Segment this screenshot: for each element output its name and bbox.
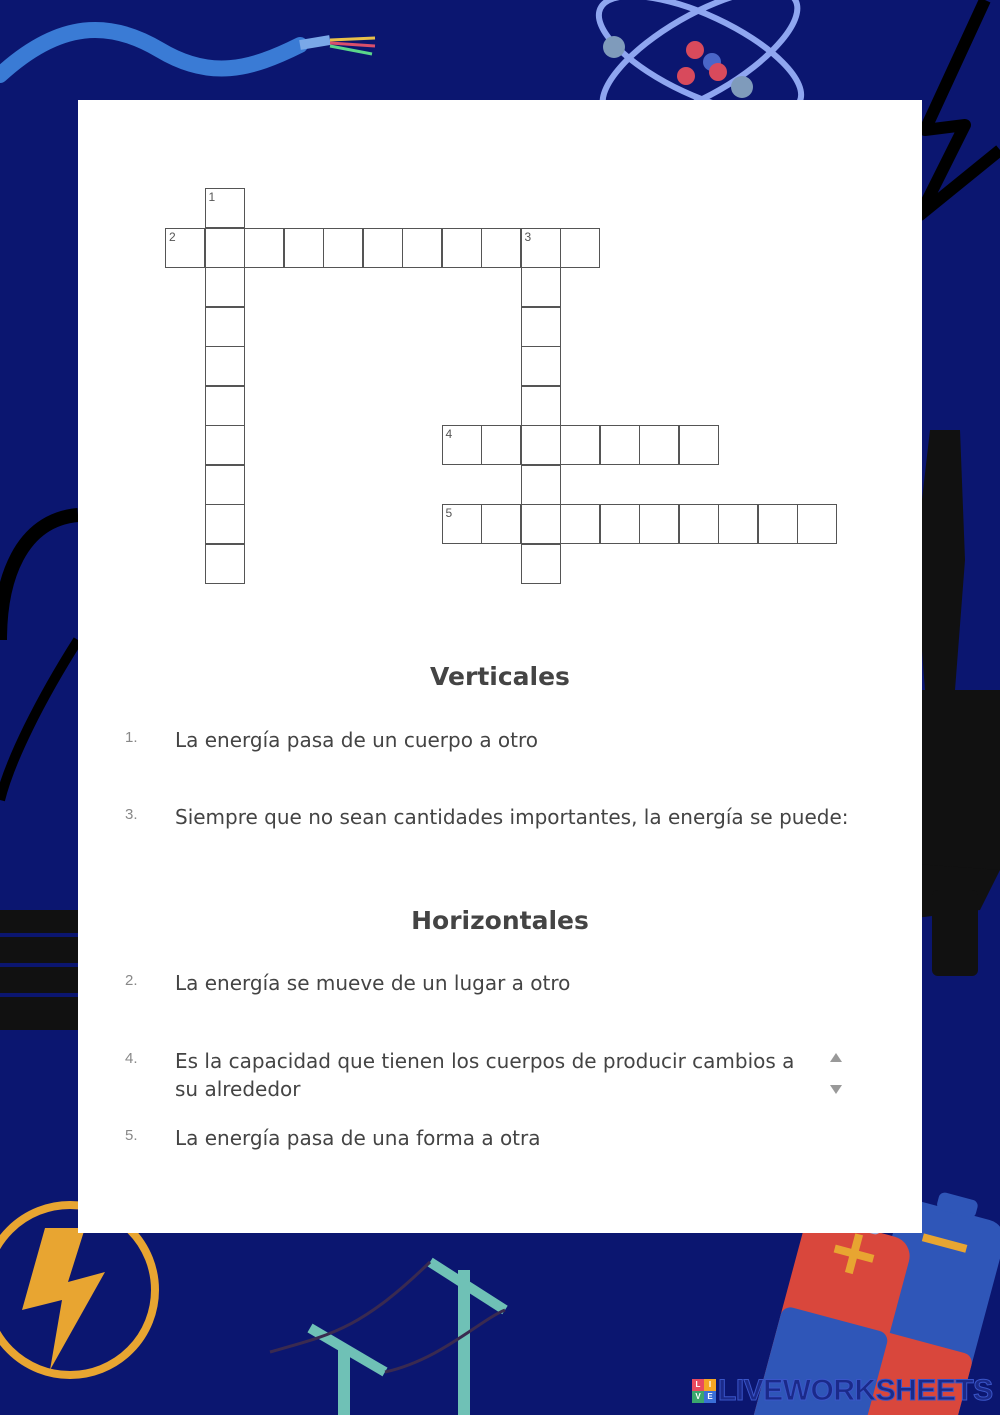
clue-text: Siempre que no sean cantidades importantes, la energía se puede:: [175, 805, 849, 829]
clue-number: 4.: [125, 1050, 138, 1067]
crossword-cell[interactable]: [323, 228, 363, 268]
cable-icon: [0, 30, 375, 75]
crossword-cell[interactable]: [244, 228, 284, 268]
logo-letter: E: [704, 1391, 716, 1403]
crossword-cell[interactable]: [481, 425, 521, 465]
crossword-cell[interactable]: [560, 504, 600, 544]
crossword-cell[interactable]: [560, 425, 600, 465]
crossword-cell[interactable]: [679, 425, 719, 465]
crossword-cell[interactable]: [560, 228, 600, 268]
light-bulb-icon: [0, 515, 78, 1030]
lightning-outline-icon: [920, 0, 1000, 215]
crossword-cell[interactable]: [481, 228, 521, 268]
clue-number-label: 4: [445, 427, 453, 441]
crossword-cell[interactable]: [521, 307, 561, 347]
scroll-up-arrow-icon[interactable]: [830, 1053, 842, 1062]
logo-letter: I: [704, 1379, 716, 1391]
crossword-cell[interactable]: [442, 228, 482, 268]
clue-number-label: 2: [169, 229, 176, 244]
crossword-cell[interactable]: [363, 228, 403, 268]
crossword-cell[interactable]: [205, 307, 245, 347]
crossword-cell[interactable]: [639, 504, 679, 544]
clue-number-label: 1: [208, 190, 216, 204]
crossword-cell[interactable]: [284, 228, 324, 268]
crossword-cell[interactable]: [205, 544, 245, 584]
crossword-cell[interactable]: [481, 504, 521, 544]
crossword-cell[interactable]: [521, 346, 561, 386]
liveworksheets-logo-icon: [692, 1379, 716, 1403]
crossword-cell[interactable]: [205, 386, 245, 426]
clue-number: 2.: [125, 972, 138, 989]
brand-name: LIVEWORKSHEETS: [718, 1374, 993, 1407]
crossword-cell[interactable]: [205, 188, 245, 228]
crossword-cell[interactable]: [758, 504, 798, 544]
crossword-cell[interactable]: [600, 425, 640, 465]
crossword-cell[interactable]: [521, 386, 561, 426]
crossword-cell[interactable]: [639, 425, 679, 465]
crossword-cell[interactable]: [205, 267, 245, 307]
clue-number-label: 5: [445, 506, 453, 520]
crossword-cell[interactable]: [402, 228, 442, 268]
crossword-cell[interactable]: [205, 425, 245, 465]
crossword-cell[interactable]: [600, 504, 640, 544]
clue-text: La energía se mueve de un lugar a otro: [175, 971, 571, 995]
crossword-grid: [78, 100, 922, 600]
crossword-cell[interactable]: [205, 465, 245, 505]
crossword-cell[interactable]: [442, 504, 482, 544]
horizontales-title: Horizontales: [411, 906, 589, 935]
crossword-cell[interactable]: [521, 267, 561, 307]
crossword-cell[interactable]: [679, 504, 719, 544]
clue-text: La energía pasa de una forma a otra: [175, 1126, 541, 1150]
crossword-cell[interactable]: [521, 544, 561, 584]
crossword-cell[interactable]: [797, 504, 837, 544]
crossword-cell[interactable]: [521, 425, 561, 465]
crossword-cell[interactable]: [165, 228, 205, 268]
worksheet-paper: [78, 100, 922, 1233]
verticales-title: Verticales: [430, 662, 570, 691]
crossword-cell[interactable]: [521, 228, 561, 268]
clue-number: 1.: [125, 729, 138, 746]
power-pole-icon: [270, 1262, 505, 1415]
crossword-cell[interactable]: [521, 465, 561, 505]
clue-number: 3.: [125, 806, 138, 823]
logo-letter: L: [692, 1379, 704, 1391]
clue-text: La energía pasa de un cuerpo a otro: [175, 728, 539, 752]
crossword-cell[interactable]: [718, 504, 758, 544]
liveworksheets-brand: [692, 1376, 993, 1406]
scroll-down-arrow-icon[interactable]: [830, 1085, 842, 1094]
crossword-cell[interactable]: [205, 228, 245, 268]
clue-number: 5.: [125, 1127, 138, 1144]
clue-number-label: 3: [524, 229, 532, 244]
crossword-cell[interactable]: [205, 504, 245, 544]
crossword-cell[interactable]: [205, 346, 245, 386]
crossword-cell[interactable]: [521, 504, 561, 544]
crossword-cell[interactable]: [442, 425, 482, 465]
logo-letter: V: [692, 1391, 704, 1403]
clue-text: Es la capacidad que tienen los cuerpos de producir cambios a su alrededor: [175, 1049, 795, 1101]
